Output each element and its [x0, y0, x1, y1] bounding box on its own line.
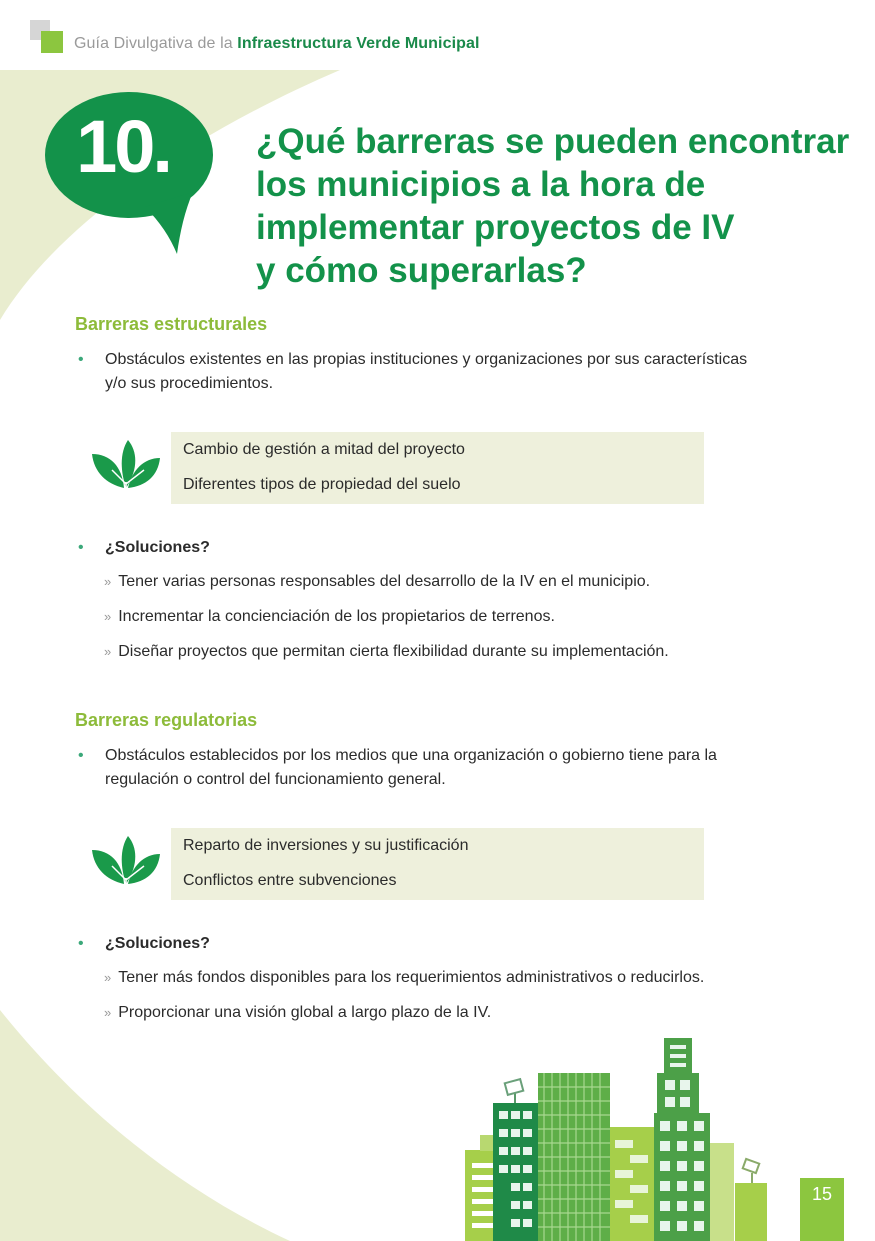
city-buildings-illustration	[460, 1035, 800, 1241]
section-heading-regulatory: Barreras regulatorias	[75, 710, 258, 730]
chevron-icon: »	[104, 644, 112, 659]
bullet-icon: •	[78, 935, 84, 952]
examples-box-regulatory: Reparto de inversiones y su justificación Conflictos entre subvenciones	[171, 828, 704, 900]
chevron-icon: »	[104, 1005, 112, 1020]
guide-logo-icon	[30, 20, 66, 56]
solution-item: » Incrementar la concienciación de los propietarios de terrenos.	[104, 608, 555, 625]
solution-item: » Tener varias personas responsables del desarrollo de la IV en el municipio.	[104, 573, 651, 590]
chevron-icon: »	[104, 574, 112, 589]
header-title: Guía Divulgativa de la Infraestructura Verde Municipal	[74, 35, 480, 52]
bullet-icon: •	[78, 351, 84, 368]
chevron-icon: »	[104, 970, 112, 985]
page-number: 15	[800, 1178, 844, 1241]
page-title: ¿Qué barreras se pueden encontrar los municipios a la hora de implementar proyectos de IV y cómo superarlas?	[256, 122, 850, 290]
chevron-icon: »	[104, 609, 112, 624]
solution-item: » Tener más fondos disponibles para los requerimientos administrativos o reducirlos.	[104, 969, 705, 986]
examples-box-structural: Cambio de gestión a mitad del proyecto Diferentes tipos de propiedad del suelo	[171, 432, 704, 504]
running-header	[30, 20, 480, 56]
bullet-icon: •	[78, 539, 84, 556]
question-number: 10.	[76, 105, 170, 188]
section-heading-structural: Barreras estructurales	[75, 314, 268, 334]
leaf-icon	[90, 834, 162, 894]
solution-item: » Proporcionar una visión global a largo plazo de la IV.	[104, 1004, 492, 1021]
bullet-icon: •	[78, 747, 84, 764]
solution-item: » Diseñar proyectos que permitan cierta flexibilidad durante su implementación.	[104, 643, 669, 660]
leaf-icon	[90, 438, 162, 498]
